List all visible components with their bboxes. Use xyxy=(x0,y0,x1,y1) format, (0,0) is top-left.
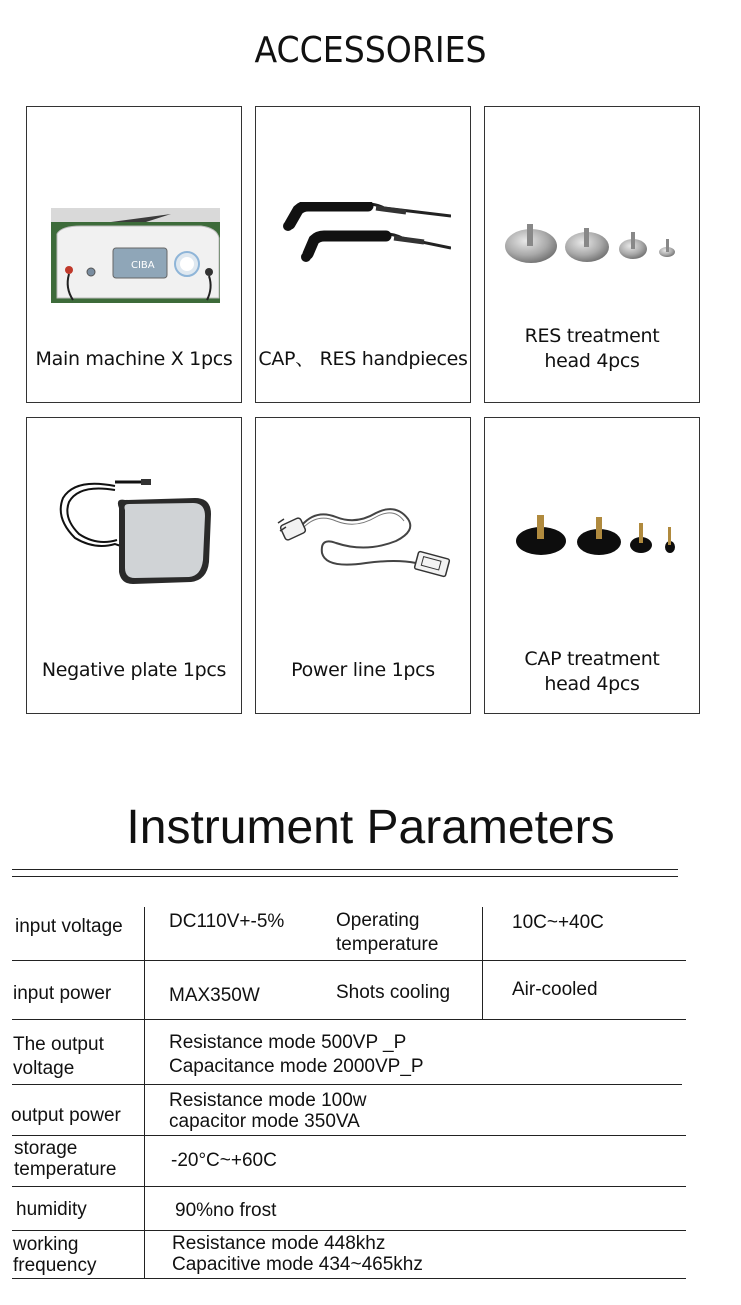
accessory-label-res-head-line2: head 4pcs xyxy=(544,350,640,372)
param-value-operating-temperature: 10C~+40C xyxy=(512,912,604,933)
param-label-output-voltage-line1: The output xyxy=(13,1034,104,1055)
param-label-working-frequency-line2: frequency xyxy=(13,1255,97,1276)
accessory-label-handpieces: CAP、 RES handpieces xyxy=(258,348,468,370)
param-value-working-frequency-line2: Capacitive mode 434~465khz xyxy=(172,1254,423,1275)
accessory-label-negative-plate: Negative plate 1pcs xyxy=(41,659,227,681)
accessory-label-cap-head-line2: head 4pcs xyxy=(544,673,640,695)
res-head-icon xyxy=(503,222,683,272)
cap-head-icon xyxy=(515,513,680,558)
param-label-input-voltage: input voltage xyxy=(15,916,123,937)
power-line-icon xyxy=(276,503,456,583)
accessory-card-power-line xyxy=(255,417,471,714)
param-value-output-voltage-line1: Resistance mode 500VP _P xyxy=(169,1032,407,1053)
parameters-title: Instrument Parameters xyxy=(126,801,615,854)
accessory-card-negative-plate xyxy=(26,417,242,714)
param-value-humidity: 90%no frost xyxy=(175,1200,277,1221)
param-value-input-power: MAX350W xyxy=(169,985,260,1006)
title-rule-bottom xyxy=(12,876,678,877)
accessories-title: ACCESSORIES xyxy=(254,30,487,71)
accessory-card-res-head xyxy=(484,106,700,403)
column-divider xyxy=(144,907,145,1278)
handpiece-icon xyxy=(276,202,451,272)
row-divider xyxy=(12,960,686,961)
accessory-card-cap-head xyxy=(484,417,700,714)
row-divider xyxy=(12,1084,682,1085)
row-divider xyxy=(12,1186,686,1187)
machine-icon xyxy=(51,208,220,303)
param-label-humidity: humidity xyxy=(16,1199,87,1220)
param-label-storage-temperature-line2: temperature xyxy=(14,1159,117,1180)
param-label-output-power: output power xyxy=(11,1105,121,1126)
accessory-label-res-head-line1: RES treatment xyxy=(524,325,660,347)
param-value-output-power-line1: Resistance mode 100w xyxy=(169,1090,367,1111)
accessory-label-power-line: Power line 1pcs xyxy=(291,659,435,681)
negative-plate-icon xyxy=(55,478,215,588)
accessory-label-cap-head-line1: CAP treatment xyxy=(524,648,660,670)
param-value-output-power-line2: capacitor mode 350VA xyxy=(169,1111,360,1132)
param-label-working-frequency-line1: working xyxy=(13,1234,79,1255)
svg-text:CIBA: CIBA xyxy=(131,260,155,271)
param-value-shots-cooling: Air-cooled xyxy=(512,979,598,1000)
param-value-working-frequency-line1: Resistance mode 448khz xyxy=(172,1233,386,1254)
param-label-output-voltage-line2: voltage xyxy=(13,1058,75,1079)
row-divider xyxy=(12,1019,686,1020)
row-divider xyxy=(12,1278,686,1279)
param-label-operating-temperature-line2: temperature xyxy=(336,934,439,955)
title-rule-top xyxy=(12,869,678,870)
param-value-input-voltage: DC110V+-5% xyxy=(169,911,285,932)
param-label-shots-cooling: Shots cooling xyxy=(336,982,451,1003)
accessory-label-main-machine: Main machine X 1pcs xyxy=(35,348,233,370)
param-value-storage-temperature: -20°C~+60C xyxy=(171,1150,277,1171)
param-label-input-power: input power xyxy=(13,983,112,1004)
row-divider xyxy=(12,1135,686,1136)
accessory-card-main-machine xyxy=(26,106,242,403)
param-label-storage-temperature-line1: storage xyxy=(14,1138,78,1159)
param-value-output-voltage-line2: Capacitance mode 2000VP_P xyxy=(169,1056,424,1077)
row-divider xyxy=(12,1230,686,1231)
column-divider xyxy=(482,907,483,1019)
param-label-operating-temperature-line1: Operating xyxy=(336,910,420,931)
accessory-card-handpieces xyxy=(255,106,471,403)
